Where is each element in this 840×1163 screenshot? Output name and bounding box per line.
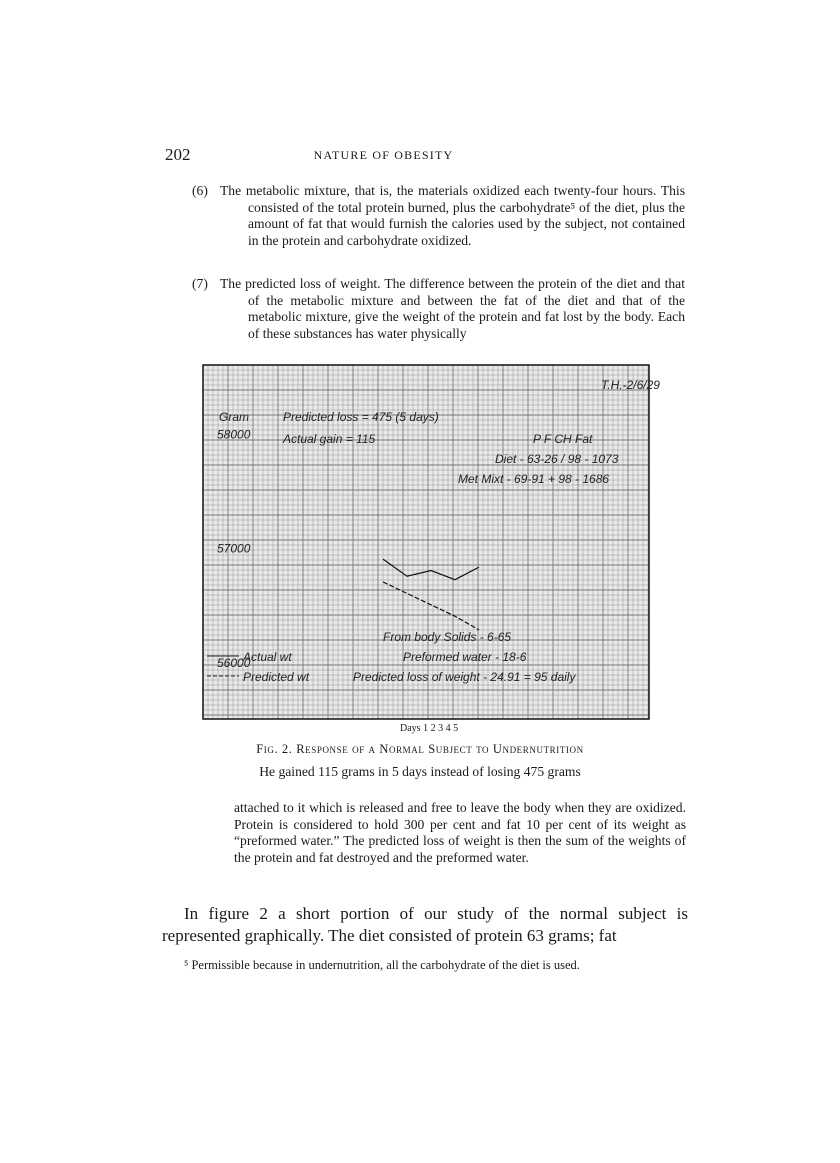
actual-gain-label: Actual gain = 115 <box>283 432 376 446</box>
list-item <box>192 183 685 249</box>
body-text: In figure 2 a short portion of our study of the normal subject is represented graphically. The diet consisted of protein 63 grams; fat <box>162 904 688 945</box>
list-item-number: (7) <box>192 276 208 291</box>
legend-actual: Actual wt <box>243 650 292 664</box>
body-paragraph <box>162 903 688 947</box>
pfch-fat-label: P F CH Fat <box>533 432 593 446</box>
figure-subcaption: He gained 115 grams in 5 days instead of losing 475 grams <box>259 764 581 779</box>
list-item <box>192 276 685 342</box>
gram-label: Gram <box>219 410 249 424</box>
from-body-label: From body Solids - 6-65 <box>383 630 512 644</box>
legend-predicted: Predicted wt <box>243 670 310 684</box>
list-item-number: (6) <box>192 183 208 198</box>
x-axis-title: Days <box>400 723 421 734</box>
tag-top-right: T.H.-2/6/29 <box>601 378 660 392</box>
x-axis-label <box>400 723 458 734</box>
footnote: ⁵ Permissible because in undernutrition, all the carbohydrate of the diet is used. <box>184 958 580 972</box>
predicted-loss-label: Predicted loss = 475 (5 days) <box>283 410 439 424</box>
list-item-text: The metabolic mixture, that is, the materials oxidized each twenty-four hours. This consisted of the total protein burned, plus the carbohydrate⁵ of the diet, plus the amount of fat that would furnish the calories used by the subject, not contained in the protein and carbohydrate oxidized. <box>220 183 685 248</box>
list-item-text: The predicted loss of weight. The difference between the protein of the diet and that of the metabolic mixture and between the fat of the diet and that of the metabolic mixture, give the weight of the protein and fat lost by the body. Each of these substances has water physically <box>220 276 685 341</box>
metab-row-label: Met Mixt - 69-91 + 98 - 1686 <box>458 472 610 486</box>
x-axis-ticks: 1 2 3 4 5 <box>423 723 459 734</box>
y-tick-label: 56000 <box>217 655 251 670</box>
figure-caption: Fig. 2. Response of a Normal Subject to Undernutrition <box>256 742 584 756</box>
preformed-water-label: Preformed water - 18-6 <box>403 650 527 664</box>
running-head: NATURE OF OBESITY <box>313 148 454 162</box>
predicted-daily-label: Predicted loss of weight - 24.91 = 95 daily <box>353 670 576 684</box>
y-tick-label: 58000 <box>217 427 251 442</box>
diet-row-label: Diet - 63-26 / 98 - 1073 <box>495 452 619 466</box>
continued-list-text: attached to it which is released and free to leave the body when they are oxidized. Protein is considered to hold 300 per cent and fat 10 per cent of its weight as “preformed water.” The predicted loss of weight is then the sum of the weights of the protein and fat destroyed and the preformed water. <box>234 800 686 865</box>
figure-graph <box>203 365 660 719</box>
page-number: 202 <box>165 145 191 164</box>
y-tick-label: 57000 <box>217 541 251 556</box>
